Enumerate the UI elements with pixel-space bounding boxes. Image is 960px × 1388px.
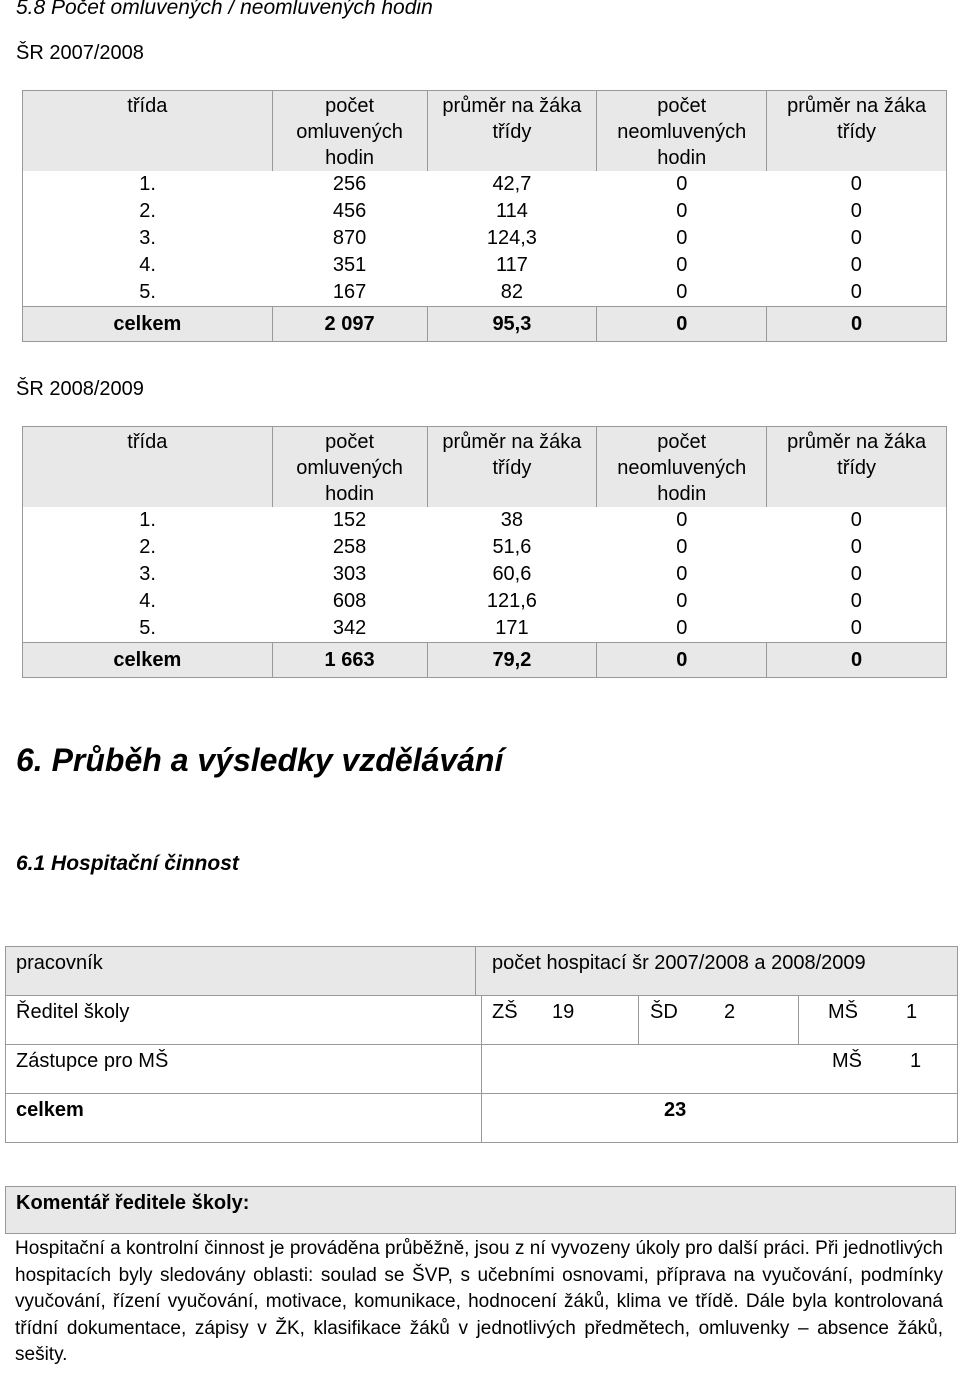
table-header-row [23,427,947,508]
cell: 60,6 [492,563,532,585]
celkem-value: 23 [664,1099,687,1121]
table-row [23,225,947,252]
subsection-title: 6.1 Hospitační činnost [16,852,239,875]
cell: 2. [139,536,156,558]
ms-value: 1 [906,1001,918,1023]
cell: 0 [850,563,862,585]
cell: 0 [850,536,862,558]
year-title-2007: ŠR 2007/2008 [16,42,144,64]
cell: 0 [850,590,862,612]
cell: 171 [495,617,529,639]
table-row [23,507,947,534]
header-prumer-neomluvene: průměr na žáka třídy [767,427,947,508]
total-label: celkem [23,643,273,678]
comment-text: Hospitační a kontrolní činnost je prováděna průběžně, jsou z ní vyvozeny úkoly pro další práci. Při jednotlivých hospitacích byly sledovány oblasti: soulad se ŠVP, s učebními osnovami, příprava na vyučování, podmínky vyučování, řízení vyučování, motivace, komunikace, hodnocení žáků, klima ve třídě. Dále byla kontrolovaná třídní dokumentace, zápisy v ŽK, klasifikace žáků v jednotlivých předmětech, omluvenky – absence žáků, sešity. [15,1238,943,1365]
chapter-title: 6. Průběh a výsledky vzdělávání [16,742,504,778]
cell: 0 [676,617,688,639]
cell: 0 [676,281,688,303]
cell: 870 [332,227,367,249]
header-neomluvene: počet neomluvených hodin [597,91,767,172]
cell: 4. [139,590,156,612]
cell: 256 [332,173,367,195]
cell: 0 [676,227,688,249]
hospitace-row-celkem [6,1094,957,1142]
cell: 0 [676,254,688,276]
hospitace-table [5,946,958,1143]
attendance-table-2008 [22,426,947,678]
total-label: celkem [23,307,273,342]
cell: 42,7 [492,173,532,195]
table-total-row [23,643,947,678]
table-row [23,198,947,225]
cell: 114 [495,200,528,222]
cell: 51,6 [492,536,532,558]
table-row [23,561,947,588]
attendance-table-2007 [22,90,947,342]
cell: 0 [676,509,688,531]
header-trida: třída [23,91,273,172]
cell: 456 [332,200,367,222]
cell: 0 [676,173,688,195]
header-prumer-omluvene: průměr na žáka třídy [427,91,597,172]
cell: 303 [332,563,367,585]
cell: 351 [332,254,367,276]
table-row [23,588,947,615]
year-title-2008: ŠR 2008/2009 [16,378,144,400]
table-row [23,615,947,643]
header-neomluvene: počet neomluvených hodin [597,427,767,508]
zastupce-ms-value: 1 [910,1050,922,1072]
cell: 0 [676,590,688,612]
cell: 0 [676,200,688,222]
total-cell: 0 [767,307,947,342]
cell: 0 [676,536,688,558]
total-cell: 79,2 [427,643,597,678]
table-row [23,279,947,307]
cell: 0 [676,563,688,585]
section-title: 5.8 Počet omluvených / neomluvených hodin [16,0,433,19]
table-header-row [23,91,947,172]
table-row [23,252,947,279]
zastupce-label: Zástupce pro MŠ [16,1050,169,1072]
cell: 124,3 [486,227,537,249]
cell: 4. [139,254,156,276]
table-total-row [23,307,947,342]
cell: 3. [139,227,156,249]
cell: 0 [850,254,862,276]
cell: 82 [500,281,524,303]
reditel-label: Ředitel školy [16,1001,130,1023]
table-row [23,171,947,198]
header-prumer-omluvene: průměr na žáka třídy [427,427,597,508]
header-pocet-hospitaci: počet hospitací šr 2007/2008 a 2008/2009 [492,952,866,974]
cell: 0 [850,617,862,639]
cell: 608 [332,590,367,612]
hospitace-header-row [6,947,957,996]
cell: 342 [332,617,367,639]
cell: 0 [850,173,862,195]
cell: 1. [139,509,156,531]
cell: 258 [332,536,367,558]
header-prumer-neomluvene: průměr na žáka třídy [767,91,947,172]
cell: 0 [850,227,862,249]
zastupce-ms-label: MŠ [832,1050,862,1072]
celkem-label: celkem [16,1099,84,1121]
total-cell: 0 [767,643,947,678]
cell: 0 [850,200,862,222]
cell: 167 [332,281,367,303]
comment-header [5,1186,956,1234]
total-cell: 2 097 [272,307,427,342]
sd-label: ŠD [650,1001,678,1023]
hospitace-row-reditel [6,996,957,1045]
header-trida: třída [23,427,273,508]
cell: 2. [139,200,156,222]
hospitace-row-zastupce [6,1045,957,1094]
cell: 0 [850,281,862,303]
header-omluvene: počet omluvených hodin [272,91,427,172]
cell: 121,6 [486,590,537,612]
cell: 38 [500,509,524,531]
total-cell: 1 663 [272,643,427,678]
cell: 5. [139,617,156,639]
total-cell: 95,3 [427,307,597,342]
cell: 5. [139,281,156,303]
total-cell: 0 [597,643,767,678]
cell: 0 [850,509,862,531]
zs-label: ZŠ [492,1001,518,1023]
cell: 3. [139,563,156,585]
sd-value: 2 [724,1001,736,1023]
cell: 152 [332,509,367,531]
table-row [23,534,947,561]
cell: 117 [495,254,528,276]
ms-label: MŠ [828,1001,858,1023]
header-pracovnik: pracovník [16,947,476,995]
total-cell: 0 [597,307,767,342]
cell: 1. [139,173,156,195]
header-omluvene: počet omluvených hodin [272,427,427,508]
comment-title: Komentář ředitele školy: [16,1192,250,1214]
zs-value: 19 [552,1001,575,1023]
